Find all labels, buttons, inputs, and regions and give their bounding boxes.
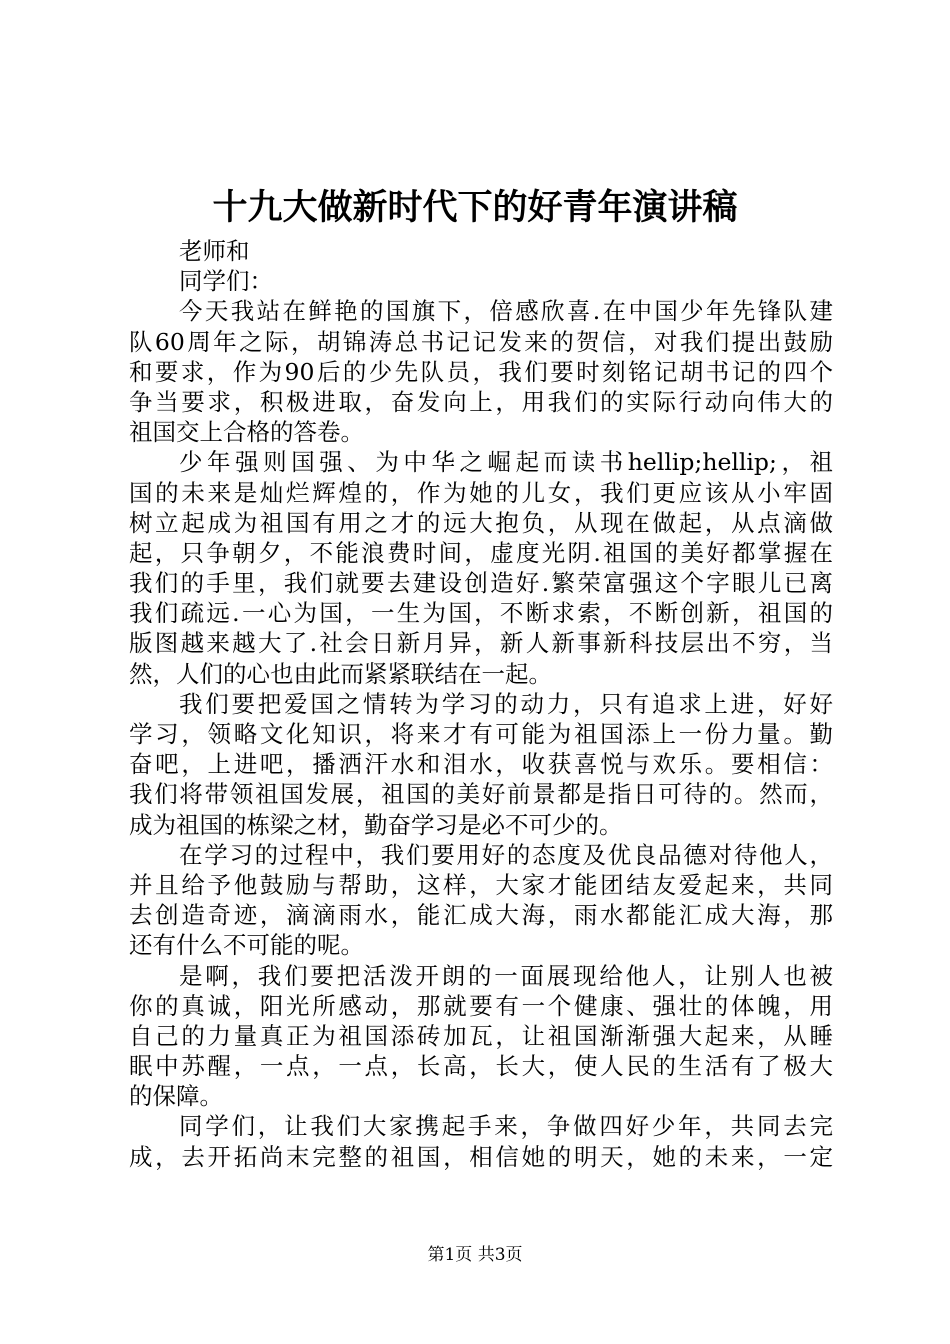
text-line: 成为祖国的栋梁之材，勤奋学习是必不可少的。 bbox=[129, 810, 623, 839]
text-line: 奋吧，上进吧，播洒汗水和泪水，收获喜悦与欢乐。要相信： bbox=[129, 750, 833, 779]
text-line: 起，只争朝夕，不能浪费时间，虚度光阴.祖国的美好都掌握在 bbox=[129, 538, 833, 567]
text-line: 学习，领略文化知识，将来才有可能为祖国添上一份力量。勤 bbox=[129, 720, 833, 748]
text-line: 你的真诚，阳光所感动，那就要有一个健康、强壮的体魄，用 bbox=[129, 991, 833, 1020]
page-footer: 第1页 共3页 bbox=[427, 1245, 523, 1265]
text-line: 去创造奇迹，滴滴雨水，能汇成大海，雨水都能汇成大海，那 bbox=[129, 901, 833, 930]
text-line: 同学们，让我们大家携起手来，争做四好少年，共同去完 bbox=[179, 1112, 833, 1141]
text-line: 我们要把爱国之情转为学习的动力，只有追求上进，好好 bbox=[179, 689, 833, 718]
text-line: 自己的力量真正为祖国添砖加瓦，让祖国渐渐强大起来，从睡 bbox=[129, 1021, 833, 1050]
text-line: 今天我站在鲜艳的国旗下，倍感欣喜.在中国少年先锋队建 bbox=[179, 297, 833, 326]
text-line: 和要求，作为90后的少先队员，我们要时刻铭记胡书记的四个 bbox=[129, 357, 833, 386]
text-line: 争当要求，积极进取，奋发向上，用我们的实际行动向伟大的 bbox=[129, 387, 833, 416]
text-line: 树立起成为祖国有用之才的远大抱负，从现在做起，从点滴做 bbox=[129, 508, 833, 537]
text-line: 是啊，我们要把活泼开朗的一面展现给他人，让别人也被 bbox=[179, 961, 833, 990]
text-line: 在学习的过程中，我们要用好的态度及优良品德对待他人， bbox=[179, 840, 833, 869]
document-title: 十九大做新时代下的好青年演讲稿 bbox=[212, 187, 738, 228]
text-line: 老师和 bbox=[179, 237, 250, 265]
text-line: 的保障。 bbox=[129, 1082, 223, 1111]
text-line: 我们疏远.一心为国，一生为国，不断求索，不断创新，祖国的 bbox=[129, 599, 833, 628]
text-line: 还有什么不可能的呢。 bbox=[129, 931, 364, 960]
text-line: 我们将带领祖国发展，祖国的美好前景都是指日可待的。然而， bbox=[129, 780, 833, 809]
text-line: 少年强则国强、为中华之崛起而读书hellip;hellip;，祖 bbox=[179, 448, 833, 477]
text-line: 并且给予他鼓励与帮助，这样，大家才能团结友爱起来，共同 bbox=[129, 870, 833, 899]
text-line: 成，去开拓尚末完整的祖国，相信她的明天，她的未来，一定 bbox=[129, 1142, 833, 1171]
text-line: 我们的手里，我们就要去建设创造好.繁荣富强这个字眼儿已离 bbox=[129, 569, 833, 598]
text-line: 同学们： bbox=[179, 267, 273, 296]
text-line: 祖国交上合格的答卷。 bbox=[129, 418, 364, 447]
text-line: 然，人们的心也由此而紧紧联结在一起。 bbox=[129, 659, 552, 688]
text-line: 版图越来越大了.社会日新月异，新人新事新科技层出不穷，当 bbox=[129, 629, 833, 658]
text-line: 眠中苏醒，一点，一点，长高，长大，使人民的生活有了极大 bbox=[129, 1052, 833, 1081]
text-line: 队60周年之际，胡锦涛总书记记发来的贺信，对我们提出鼓励 bbox=[129, 327, 833, 356]
document-body bbox=[129, 236, 833, 1172]
text-line: 国的未来是灿烂辉煌的，作为她的儿女，我们更应该从小牢固 bbox=[129, 478, 833, 507]
